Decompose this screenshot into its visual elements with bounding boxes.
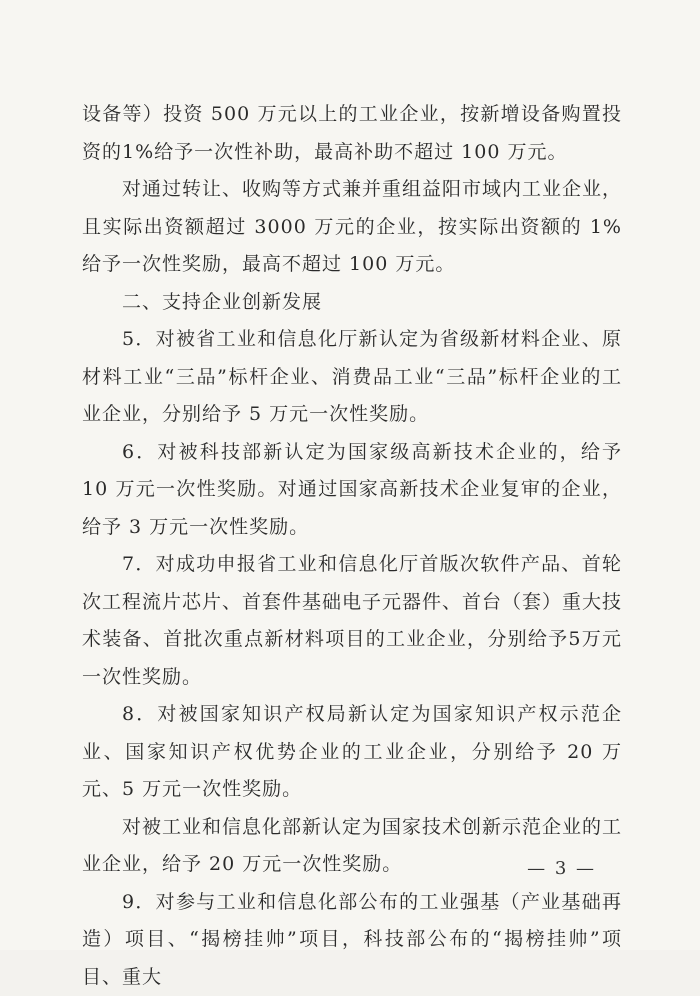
paragraph-item-5: 5．对被省工业和信息化厅新认定为省级新材料企业、原材料工业“三品”标杆企业、消费品工业“三品”标杆企业的工业企业，分别给予 5 万元一次性奖励。	[82, 321, 622, 434]
paragraph-1: 设备等）投资 500 万元以上的工业企业，按新增设备购置投资的1%给予一次性补助，最高补助不超过 100 万元。	[82, 96, 622, 171]
paragraph-item-8-cont: 对被工业和信息化部新认定为国家技术创新示范企业的工业企业，给予 20 万元一次性奖励。	[82, 809, 622, 884]
page-number: — 3 —	[527, 858, 596, 879]
paragraph-item-6: 6．对被科技部新认定为国家级高新技术企业的，给予 10 万元一次性奖励。对通过国家高新技术企业复审的企业，给予 3 万元一次性奖励。	[82, 434, 622, 547]
paragraph-item-8: 8．对被国家知识产权局新认定为国家知识产权示范企业、国家知识产权优势企业的工业企业，分别给予 20 万元、5 万元一次性奖励。	[82, 696, 622, 809]
paragraph-2: 对通过转让、收购等方式兼并重组益阳市域内工业企业，且实际出资额超过 3000 万元的企业，按实际出资额的 1%给予一次性奖励，最高不超过 100 万元。	[82, 171, 622, 284]
paragraph-item-7: 7．对成功申报省工业和信息化厅首版次软件产品、首轮次工程流片芯片、首套件基础电子元器件、首台（套）重大技术装备、首批次重点新材料项目的工业企业，分别给予5万元一次性奖励。	[82, 546, 622, 696]
section-heading: 二、支持企业创新发展	[82, 284, 622, 322]
paragraph-item-9: 9．对参与工业和信息化部公布的工业强基（产业基础再造）项目、“揭榜挂帅”项目，科技部公布的“揭榜挂帅”项目、重大	[82, 884, 622, 996]
